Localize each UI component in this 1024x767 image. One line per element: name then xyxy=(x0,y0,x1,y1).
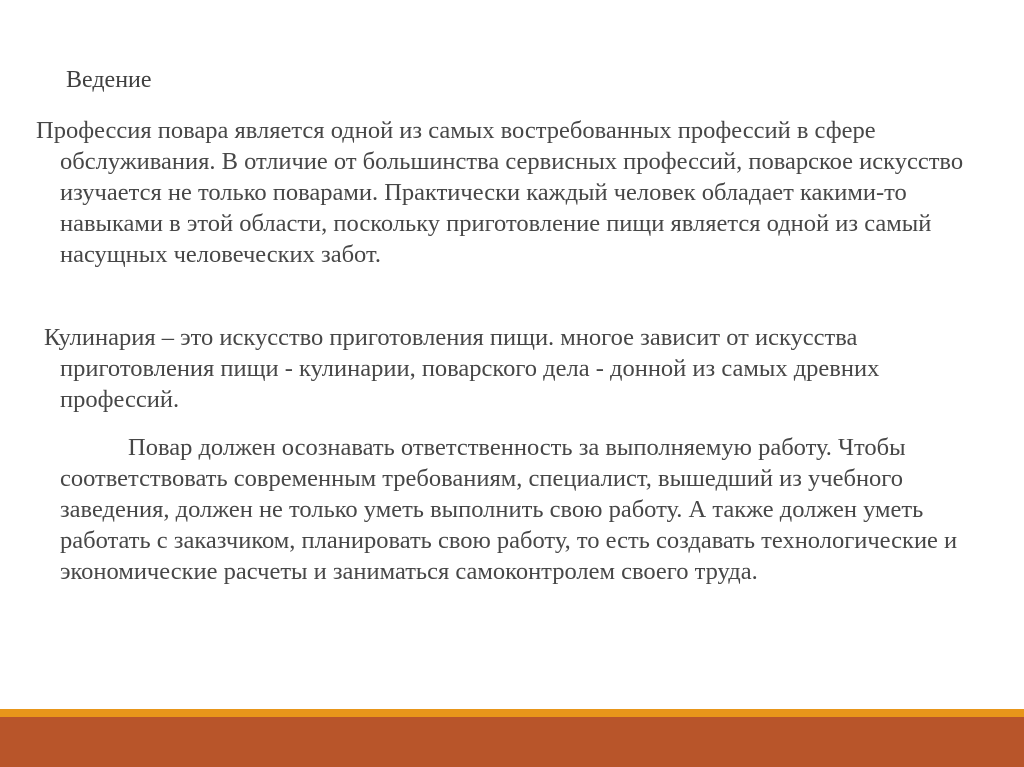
footer-accent-stripe xyxy=(0,709,1024,717)
paragraph-responsibility: Повар должен осознавать ответственность за выполняемую работу. Чтобы соответствовать современным требованиям, специалист, вышедший из учебного заведения, должен не только уметь выполнить свою работу. А также должен уметь работать с заказчиком, планировать свою работу, то есть создавать технологические и экономические расчеты и заниматься самоконтролем своего труда. xyxy=(60,434,958,585)
paragraph-culinary: Кулинария – это искусство приготовления пищи. многое зависит от искусства приготовления пищи - кулинарии, поварского дела - донной из самых древних профессий. xyxy=(44,324,880,413)
footer-bar xyxy=(0,717,1024,767)
slide-title: Ведение xyxy=(66,67,152,93)
paragraph-profession: Профессия повара является одной из самых востребованных профессий в сфере обслуживания. В отличие от большинства сервисных профессий, поварское искусство изучается не только поварами. Практически каждый человек обладает какими-то навыками в этой области, поскольку приготовление пищи является одной из самый насущных человеческих забот. xyxy=(36,117,964,268)
